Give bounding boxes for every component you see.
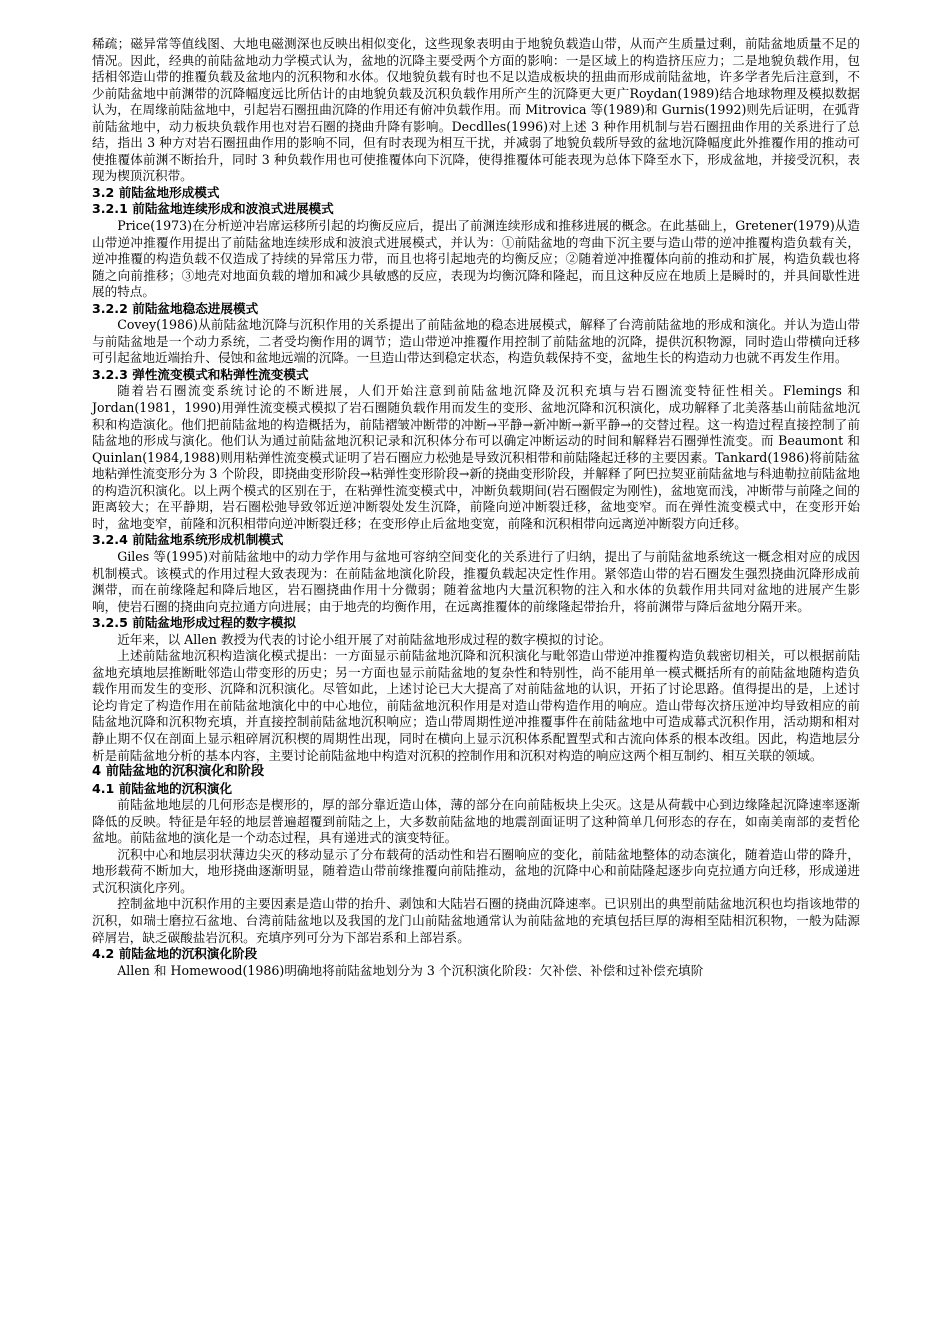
section-heading: 3.2.4 前陆盆地系统形成机制模式 [92, 532, 284, 548]
body-paragraph: 近年来，以 Allen 教授为代表的讨论小组开展了对前陆盆地形成过程的数字模拟的讨论。 [117, 631, 612, 647]
section-heading: 3.2.3 弹性流变模式和粘弹性流变模式 [92, 366, 309, 382]
section-heading: 3.2.5 前陆盆地形成过程的数字模拟 [92, 615, 296, 631]
body-paragraph: 上述前陆盆地沉积构造演化模式提出：一方面显示前陆盆地沉降和沉积演化与毗邻造山带逆冲推覆构造负载密切相关，可以根据前陆盆地充填地层推断毗邻造山带变形的历史；另一方面也显示前陆盆地的复杂性和特别性，尚不能用单一模式概括所有的前陆盆地随构造负载作用而发生的变形、沉降和沉积演化。尽管如此，上述讨论已大大提高了对前陆盆地的认识，开拓了讨论思路。值得提出的是，上述讨论均肯定了构造作用在前陆盆地演化中的中心地位，前陆盆地沉积作用是对造山带构造作用的响应。造山带每次挤压逆冲均导致相应的前陆盆地沉降和沉积物充填，并直接控制前陆盆地沉积响应；造山带周期性逆冲推覆事件在前陆盆地中可造成幕式沉积作用，活动期和相对静止期不仅在剖面上显示粗碎屑沉积楔的周期性出现，同时在横向上显示沉积体系配置型式和古流向体系的根本改组。因此，构造地层分析是前陆盆地分析的基本内容，主要讨论前陆盆地中构造对沉积的控制作用和沉积对构造的响应这两个相互制约、相互关联的领域。 [92, 648, 860, 763]
body-paragraph: 控制盆地中沉积作用的主要因素是造山带的抬升、剥蚀和大陆岩石圈的挠曲沉降速率。已识别出的典型前陆盆地沉积也均指该地带的沉积，如瑞士磨拉石盆地、台湾前陆盆地以及我国的龙门山前陆盆地通常认为前陆盆地的充填包括巨厚的海相至陆相沉积物，一般为陆源碎屑岩，缺乏碳酸盐岩沉积。充填序列可分为下部岩系和上部岩系。 [92, 896, 860, 945]
body-paragraph: Covey(1986)从前陆盆地沉降与沉积作用的关系提出了前陆盆地的稳态进展模式，解释了台湾前陆盆地的形成和演化。并认为造山带与前陆盆地是一个动力系统，二者受均衡作用的调节；造山带逆冲推覆作用控制了前陆盆地的沉降，提供沉积物源，同时造山带横向迁移可引起盆地近端抬升、侵蚀和盆地远端的沉降。一旦造山带达到稳定状态，构造负载保持不变，盆地生长的构造动力也就不再发生作用。 [92, 317, 860, 366]
section-heading: 4.2 前陆盆地的沉积演化阶段 [92, 946, 258, 962]
section-heading: 4 前陆盆地的沉积演化和阶段 [92, 764, 265, 780]
section-heading: 3.2 前陆盆地形成模式 [92, 184, 220, 200]
body-paragraph: 稀疏；磁异常等值线图、大地电磁测深也反映出相似变化，这些现象表明由于地貌负载造山带，从而产生质量过剩，前陆盆地质量不足的情况。因此，经典的前陆盆地动力学模式认为，盆地的沉降主要受两个方面的影响：一是区域上的构造挤压应力；二是地貌负载作用，包括相邻造山带的推覆负载及盆地内的沉积物和水体。仅地貌负载有时也不足以造成板块的扭曲而形成前陆盆地，许多学者先后注意到，不少前陆盆地中前渊带的沉降幅度远比所估计的由地貌负载及沉积负载作用所产生的沉降更大更广Roydan(1989)结合地球物理及模拟数据认为，在周缘前陆盆地中，引起岩石圈扭曲沉降的作用还有俯冲负载作用。而 Mitrovica 等(1989)和 Gurnis(1992)则先后证明，在弧背前陆盆地中，动力板块负载作用也对岩石圈的挠曲升降有影响。Decdlles(1996)对上述 3 种作用机制与岩石圈扭曲作用的关系进行了总结，指出 3 种方对岩石圈扭曲作用的影响不同，但有时表现为相互干扰，并减弱了地貌负载所导致的盆地沉降幅度此外推覆作用的推动可使推覆体前渊不断抬升，同时 3 种负载作用也可使推覆体向下沉降，使得推覆体可能表现为总体下降至水下，形成盆地，并接受沉积，表现为楔顶沉积带。 [92, 36, 860, 184]
body-paragraph: Giles 等(1995)对前陆盆地中的动力学作用与盆地可容纳空间变化的关系进行了归纳，提出了与前陆盆地系统这一概念相对应的成因机制模式。该模式的作用过程大致表现为：在前陆盆地演化阶段，推覆负载起决定性作用。紧邻造山带的岩石圈发生强烈挠曲沉降形成前渊带，而在前缘隆起和降后地区，岩石圈挠曲作用十分微弱；随着盆地内大量沉积物的注入和水体的负载作用共同对盆地的进展产生影响，使岩石圈的挠曲向克拉通方向进展；由于地壳的均衡作用，在远离推覆体的前缘隆起带抬升，将前渊带与降后盆地分隔开来。 [92, 548, 860, 614]
body-paragraph: 沉积中心和地层羽状薄边尖灭的移动显示了分布载荷的活动性和岩石圈响应的变化，前陆盆地整体的动态演化，随着造山带的降升，地形载荷不断加大，地形挠曲逐渐明显，随着造山带前缘推覆向前陆推动，盆地的沉降中心和前陆隆起逐步向克拉通方向迁移，形成递进式沉积演化序列。 [92, 846, 860, 895]
body-paragraph: Price(1973)在分析逆冲岩席运移所引起的均衡反应后，提出了前渊连续形成和推移进展的概念。在此基础上，Gretener(1979)从造山带逆冲推覆作用提出了前陆盆地连续形成和波浪式进展模式，并认为：①前陆盆地的弯曲下沉主要与造山带的逆冲推覆构造负载有关，逆冲推覆的构造负载不仅造成了持续的异常压力带，而且也将引起地壳的均衡反应；②随着逆冲推覆体向前的推动和扩展，构造负载也将随之向前推移；③地壳对地面负载的增加和减少具敏感的反应，表现为均衡沉降和隆起，而且这种反应在地质上是瞬时的，并具间歇性进展的特点。 [92, 218, 860, 300]
body-paragraph: 随着岩石圈流变系统讨论的不断进展，人们开始注意到前陆盆地沉降及沉积充填与岩石圈流变特征性相关。Flemings 和 Jordan(1981，1990)用弹性流变模式模拟了岩石圈随负载作用而发生的变形、盆地沉降和沉积演化，成功解释了北美落基山前陆盆地沉积和构造演化。他们把前陆盆地的构造概括为，前陆褶皱冲断带的冲断→平静→新冲断→新平静→的交替过程。这一构造过程直接控制了前陆盆地的形成与演化。他们认为通过前陆盆地沉积记录和沉积体分布可以确定冲断运动的时间和解释岩石圈弹性流变。而 Beaumont 和 Quinlan(1984,1988)则用粘弹性流变模式证明了岩石圈应力松弛是导致沉积相带和前陆隆起迁移的主要因素。Tankard(1986)将前陆盆地粘弹性流变形分为 3 个阶段，即挠曲变形阶段→粘弹性变形阶段→新的挠曲变形阶段，并解释了阿巴拉契亚前陆盆地与科迪勒拉前陆盆地的构造沉积演化。以上两个模式的区别在于，在粘弹性流变模式中，冲断负载期间(岩石圈假定为刚性)，盆地宽而浅，冲断带与前隆之间的距离较大；在平静期，岩石圈松弛导致邻近逆冲断裂处发生沉降，前隆向逆冲断裂迁移，盆地变窄。而在弹性流变模式中，在变形开始时，盆地变窄，前隆和沉积相带向逆冲断裂迁移；在变形停止后盆地变宽，前隆和沉积相带向远离逆冲断裂方向迁移。 [92, 383, 860, 531]
body-paragraph: Allen 和 Homewood(1986)明确地将前陆盆地划分为 3 个沉积演化阶段：欠补偿、补偿和过补偿充填阶 [117, 962, 704, 978]
section-heading: 3.2.2 前陆盆地稳态进展模式 [92, 300, 259, 316]
body-paragraph: 前陆盆地地层的几何形态是楔形的，厚的部分靠近造山体，薄的部分在向前陆板块上尖灭。这是从荷载中心到边缘隆起沉降速率逐渐降低的反映。特征是年轻的地层普遍超覆到前陆之上，大多数前陆盆地的地震剖面证明了这种简单几何形态的存在，如南美南部的麦哲伦盆地。前陆盆地的演化是一个动态过程，具有递进式的演变特征。 [92, 797, 860, 846]
paper-page [92, 36, 860, 979]
section-heading: 4.1 前陆盆地的沉积演化 [92, 780, 233, 796]
section-heading: 3.2.1 前陆盆地连续形成和波浪式进展模式 [92, 201, 334, 217]
